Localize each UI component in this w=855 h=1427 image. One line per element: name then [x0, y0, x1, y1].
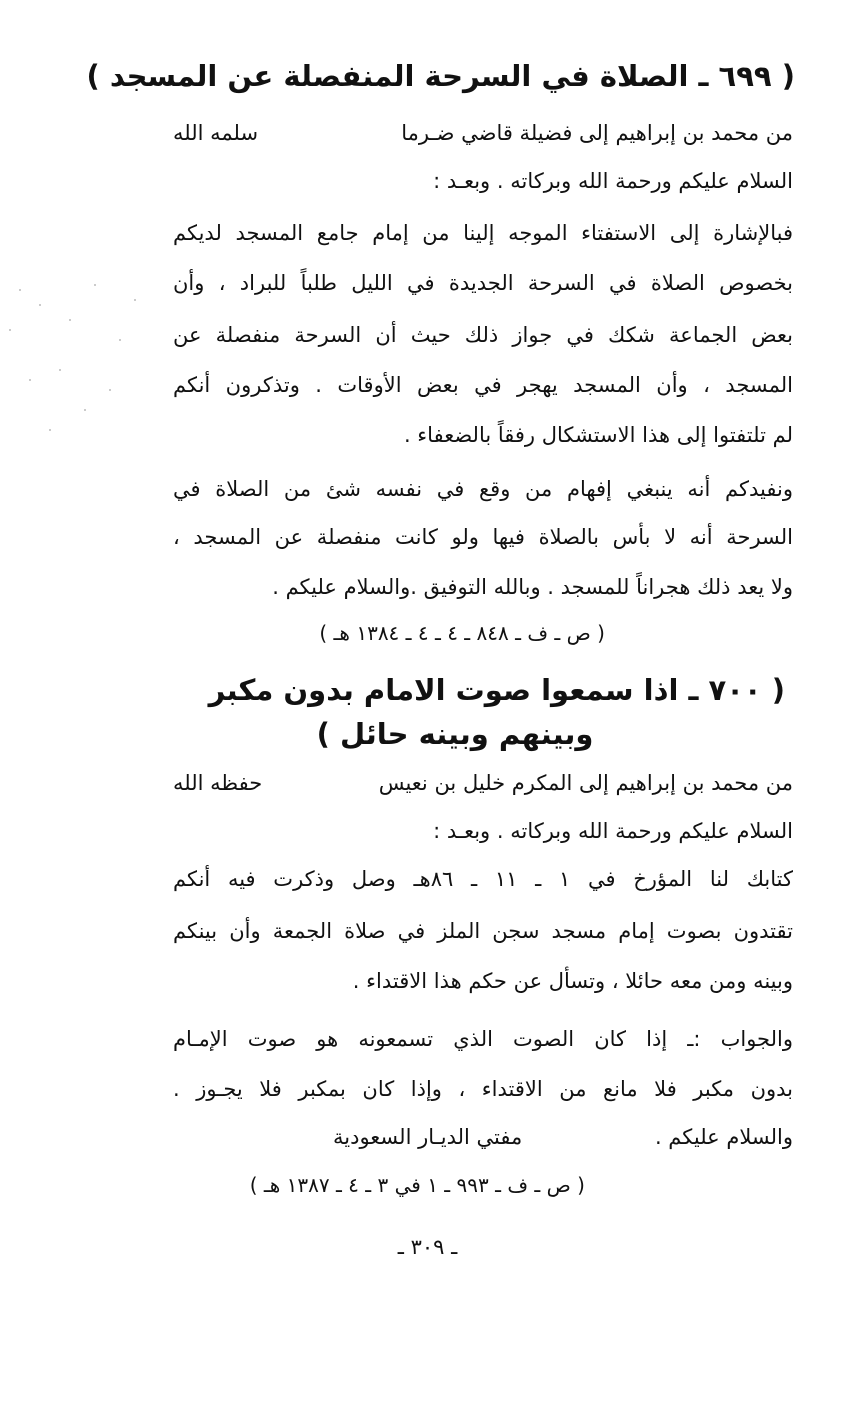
section-699-answer-line-3: ولا يعد ذلك هجراناً للمسجد . وبالله التوفيق .والسلام عليكم .	[272, 575, 793, 599]
section-700-address-line	[173, 768, 793, 802]
section-700-answer-line-2: بدون مكبر فلا مانع من الاقتداء ، وإذا كان بمكبر فلا يجـوز .	[173, 1077, 793, 1101]
section-699-sender: من محمد بن إبراهيم إلى فضيلة قاضي ضـرما	[401, 121, 793, 145]
section-700-heading-line-1: ( ٧٠٠ ـ اذا سمعوا صوت الامام بدون مكبر	[208, 673, 785, 707]
section-700-signature: مفتي الديـار السعودية	[333, 1125, 523, 1149]
section-700-reference: ( ص ـ ف ـ ٩٩٣ ـ ١ في ٣ ـ ٤ ـ ١٣٨٧ هـ )	[249, 1173, 585, 1197]
section-699-body-line-3: بعض الجماعة شكك في جواز ذلك حيث أن السرحة منفصلة عن	[173, 323, 793, 347]
section-699-body-line-5: لم تلتفتوا إلى هذا الاستشكال رفقاً بالضعفاء .	[403, 423, 793, 447]
section-700-body-line-2: تقتدون بصوت إمام مسجد سجن الملز في صلاة الجمعة وأن بينكم	[173, 919, 793, 943]
page-number: ـ ٣٠٩ ـ	[397, 1235, 458, 1259]
section-699-body-line-1: فبالإشارة إلى الاستفتاء الموجه إلينا من إمام جامع المسجد لديكم	[173, 221, 793, 245]
section-699-body-line-2: بخصوص الصلاة في السرحة الجديدة في الليل طلباً للبراد ، وأن	[173, 271, 793, 295]
section-700-salutation: حفظه الله	[173, 771, 263, 795]
section-700-answer-line-1: والجواب :ـ إذا كان الصوت الذي تسمعونه هو صوت الإمـام	[173, 1027, 793, 1051]
section-700-body-line-1: كتابك لنا المؤرخ في ١ ـ ١١ ـ ٨٦هـ وصل وذكرت فيه أنكم	[173, 867, 793, 891]
section-700-closing-line	[173, 1122, 793, 1156]
section-699-address-line	[173, 118, 793, 152]
section-699-greeting: السلام عليكم ورحمة الله وبركاته . وبعـد :	[433, 169, 793, 193]
section-700-greeting: السلام عليكم ورحمة الله وبركاته . وبعـد :	[433, 819, 793, 843]
section-700-sender: من محمد بن إبراهيم إلى المكرم خليل بن نعيس	[378, 771, 793, 795]
section-699-salutation: سلمه الله	[173, 121, 259, 145]
section-700-heading-line-2: وبينهم وبينه حائل )	[316, 717, 594, 751]
section-699-heading: ( ٦٩٩ ـ الصلاة في السرحة المنفصلة عن المسجد )	[86, 59, 795, 93]
section-699-answer-line-2: السرحة أنه لا بأس بالصلاة فيها ولو كانت منفصلة عن المسجد ،	[173, 525, 793, 549]
section-700-closing: والسلام عليكم .	[654, 1125, 793, 1149]
scan-specks	[0, 230, 150, 450]
section-699-body-line-4: المسجد ، وأن المسجد يهجر في بعض الأوقات . وتذكرون أنكم	[173, 373, 793, 397]
section-700-body-line-3: وبينه ومن معه حائلا ، وتسأل عن حكم هذا الاقتداء .	[352, 969, 793, 993]
section-699-answer-line-1: ونفيدكم أنه ينبغي إفهام من وقع في نفسه شئ من الصلاة في	[173, 477, 793, 501]
section-699-reference: ( ص ـ ف ـ ٨٤٨ ـ ٤ ـ ٤ ـ ١٣٨٤ هـ )	[319, 621, 605, 645]
